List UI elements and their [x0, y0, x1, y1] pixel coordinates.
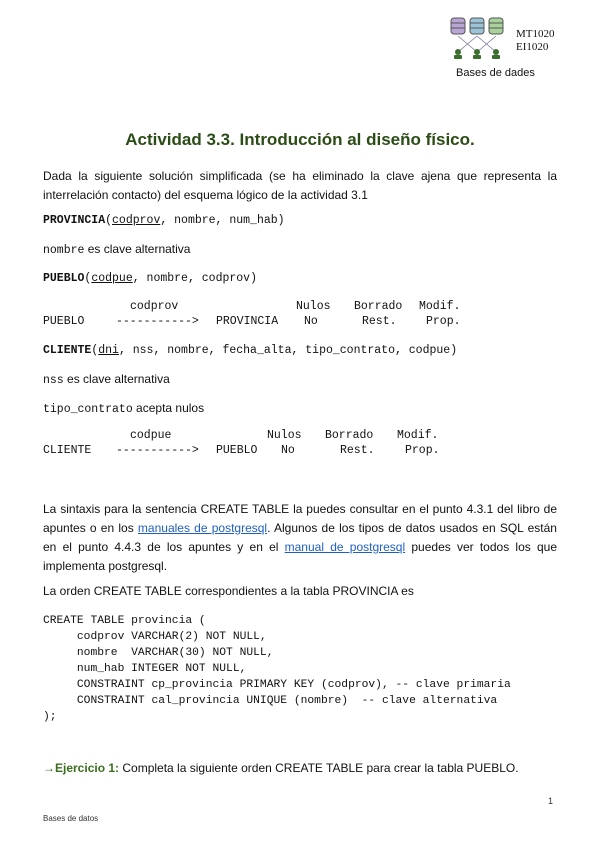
primary-key: codpue — [91, 272, 133, 285]
table-name: PROVINCIA — [43, 214, 106, 227]
code-line: ); — [43, 711, 57, 723]
fk-header-column: codpue — [130, 429, 172, 442]
fk-header-nulos: Nulos — [267, 429, 302, 442]
code-term: nss — [43, 374, 64, 387]
cliente-nullable-note — [43, 399, 204, 419]
fk-modif: Prop. — [426, 315, 461, 328]
attributes: , nombre, num_hab) — [160, 214, 285, 227]
note-text: es clave alternativa — [84, 242, 191, 256]
code-term: tipo_contrato — [43, 403, 133, 416]
logo-code-1: MT1020 — [516, 28, 555, 40]
fk-header-modif: Modif. — [397, 429, 439, 442]
code-term: nombre — [43, 244, 85, 257]
postgresql-manual-link[interactable]: manual de postgresql — [284, 540, 406, 554]
fk-header-modif: Modif. — [419, 300, 461, 313]
code-block — [43, 613, 511, 725]
postgresql-manuals-link[interactable]: manuales de postgresql — [137, 521, 268, 535]
page-footer: Bases de datos — [43, 814, 99, 823]
schema-cliente: CLIENTE(dni, nss, nombre, fecha_alta, tipo_contrato, codpue) — [43, 344, 458, 357]
cliente-alt-key-note — [43, 370, 170, 390]
exercise-text: Completa la siguiente orden CREATE TABLE para crear la tabla PUEBLO. — [119, 761, 519, 775]
code-line: CONSTRAINT cal_provincia UNIQUE (nombre) -- clave alternativa — [43, 695, 498, 707]
page-number: 1 — [548, 796, 554, 806]
fk-borrado: Rest. — [362, 315, 397, 328]
provincia-alt-key-note — [43, 240, 190, 260]
logo-subtitle: Bases de dades — [456, 67, 535, 79]
intro-paragraph: Dada la siguiente solución simplificada (se ha eliminado la clave ajena que representa la interrelación contacto) del esquema lógico de la actividad 3.1 — [43, 169, 557, 202]
note-text: acepta nulos — [132, 401, 205, 415]
fk-target-table: PUEBLO — [216, 444, 258, 457]
code-line: CONSTRAINT cp_provincia PRIMARY KEY (codprov), -- clave primaria — [43, 679, 511, 691]
fk-header-borrado: Borrado — [325, 429, 374, 442]
exercise-1 — [43, 759, 519, 778]
fk-source-table: CLIENTE — [43, 444, 92, 457]
database-network-icon — [448, 14, 506, 62]
fk-nulos: No — [304, 315, 318, 328]
fk-header-column: codprov — [130, 300, 179, 313]
page-title: Actividad 3.3. Introducción al diseño físico. — [125, 130, 475, 149]
attributes: , nss, nombre, fecha_alta, tipo_contrato, codpue) — [118, 344, 458, 357]
table-name: CLIENTE — [43, 344, 92, 357]
text-segment: . Algunos de los tipos de datos usados en SQL están en el punto 4.4.3 de los apuntes y en el — [43, 521, 557, 554]
fk-modif: Prop. — [405, 444, 440, 457]
primary-key: codprov — [112, 214, 161, 227]
arrow-icon: → — [43, 761, 55, 775]
syntax-paragraph — [43, 500, 557, 576]
create-table-intro: La orden CREATE TABLE correspondientes a la tabla PROVINCIA es — [43, 584, 414, 598]
course-logo — [448, 14, 560, 82]
code-line: CREATE TABLE provincia ( — [43, 615, 206, 627]
fk-borrado: Rest. — [340, 444, 375, 457]
text-segment: La sintaxis para la sentencia CREATE TABLE la puedes consultar en el punto 4.3.1 del libro de apuntes o en los — [43, 502, 557, 535]
fk-arrow: -----------> — [116, 444, 199, 457]
code-line: num_hab INTEGER NOT NULL, — [43, 663, 247, 675]
schema-pueblo: PUEBLO(codpue, nombre, codprov) — [43, 272, 257, 285]
note-text: es clave alternativa — [63, 372, 170, 386]
fk-target-table: PROVINCIA — [216, 315, 279, 328]
logo-code-2: EI1020 — [516, 41, 549, 53]
fk-header-nulos: Nulos — [296, 300, 331, 313]
code-line: codprov VARCHAR(2) NOT NULL, — [43, 631, 267, 643]
fk-nulos: No — [281, 444, 295, 457]
fk-source-table: PUEBLO — [43, 315, 85, 328]
table-name: PUEBLO — [43, 272, 85, 285]
fk-header-borrado: Borrado — [354, 300, 403, 313]
schema-provincia: PROVINCIA(codprov, nombre, num_hab) — [43, 214, 285, 227]
code-line: nombre VARCHAR(30) NOT NULL, — [43, 647, 274, 659]
exercise-label: Ejercicio 1: — [55, 761, 120, 775]
text-segment: puedes ver todos los que implementa postgresql. — [43, 540, 557, 573]
attributes: , nombre, codprov) — [132, 272, 257, 285]
primary-key: dni — [98, 344, 119, 357]
fk-arrow: -----------> — [116, 315, 199, 328]
